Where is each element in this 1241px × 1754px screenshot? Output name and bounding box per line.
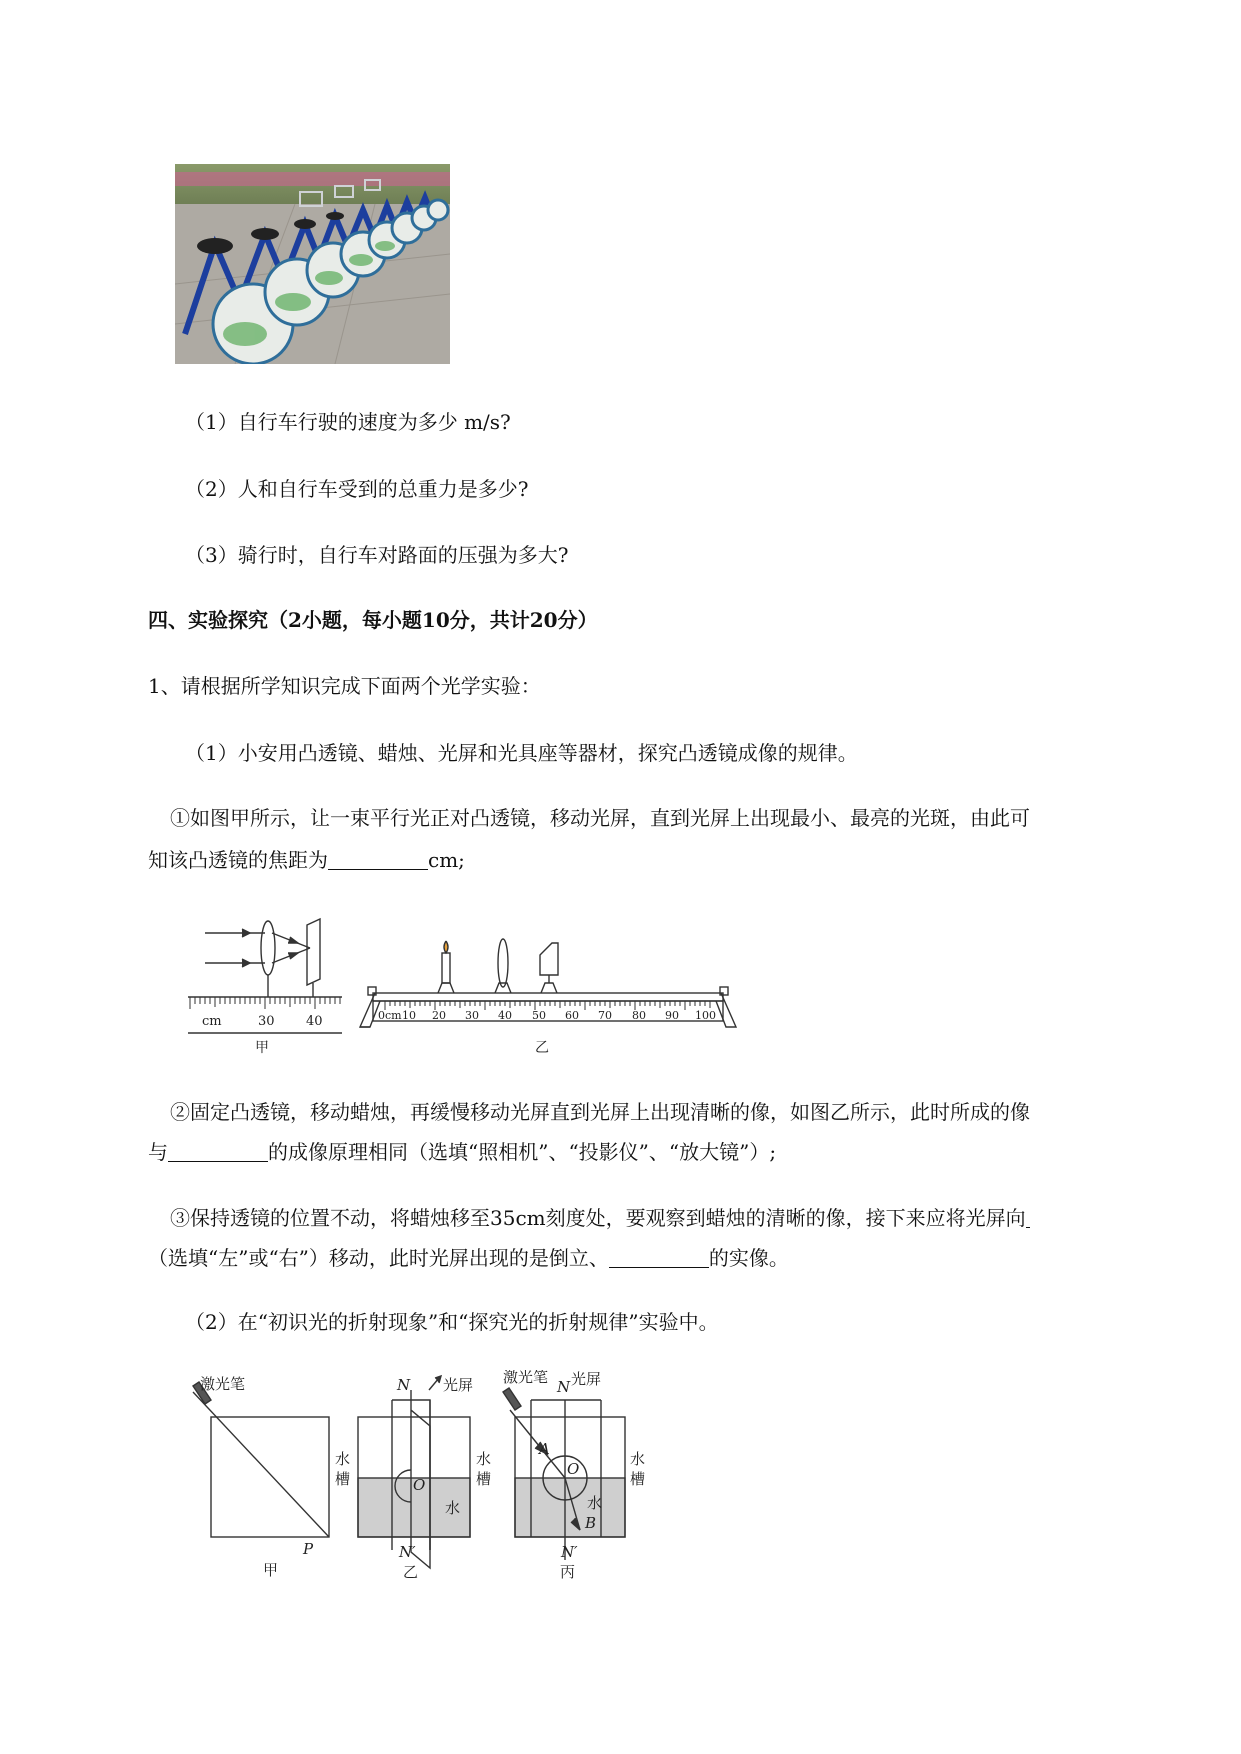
item-2-line-1: ②固定凸透镜，移动蜡烛，再缓慢移动光屏直到光屏上出现清晰的像，如图乙所示，此时所成的像 xyxy=(170,1100,1030,1124)
answer-blank-image-size[interactable] xyxy=(609,1247,709,1268)
label-laser-pen-jia: 激光笔 xyxy=(200,1375,246,1393)
item-3-text-post: 的实像。 xyxy=(708,1246,789,1270)
bench-tick-90: 90 xyxy=(665,1009,679,1022)
item-3-text: ③保持透镜的位置不动，将蜡烛移至35cm刻度处，要观察到蜡烛的清晰的像，接下来应将光屏向 xyxy=(170,1206,1026,1230)
caption-refraction-jia: 甲 xyxy=(263,1561,279,1579)
problem-1-intro: 1、请根据所学知识完成下面两个光学实验： xyxy=(148,674,541,698)
caption-jia: 甲 xyxy=(255,1040,269,1056)
question-3: （3）骑行时，自行车对路面的压强为多大? xyxy=(185,543,569,567)
tick-label-40: 40 xyxy=(306,1014,323,1029)
label-o-yi: O xyxy=(413,1476,426,1494)
caption-yi: 乙 xyxy=(535,1040,549,1056)
answer-blank-imaging-device[interactable] xyxy=(168,1141,268,1162)
question-2: （2）人和自行车受到的总重力是多少? xyxy=(185,477,529,501)
item-1-text-post: cm; xyxy=(428,848,465,872)
item-2-text-pre: 与 xyxy=(148,1140,168,1164)
part-2-intro: （2）在“初识光的折射现象”和“探究光的折射规律”实验中。 xyxy=(185,1310,719,1334)
item-2-line-2 xyxy=(148,1138,776,1166)
item-2-text-post: 的成像原理相同（选填“照相机”、“投影仪”、“放大镜”）; xyxy=(268,1140,777,1164)
answer-blank-focal-length[interactable] xyxy=(328,849,428,870)
lens-figure xyxy=(180,915,780,1060)
item-3-text-pre: （选填“左”或“右”）移动，此时光屏出现的是倒立、 xyxy=(148,1246,609,1270)
bench-tick-60: 60 xyxy=(565,1009,579,1022)
label-tank-jia-1: 水 xyxy=(335,1450,351,1468)
label-n-bing: N xyxy=(557,1378,571,1396)
label-water-bing: 水 xyxy=(587,1494,603,1512)
label-n-yi: N xyxy=(397,1376,411,1394)
label-laser-pen-bing: 激光笔 xyxy=(503,1370,549,1386)
bench-tick-100: 100 xyxy=(695,1009,716,1022)
bench-tick-10: 10 xyxy=(402,1009,416,1022)
label-tank-bing-1: 水 xyxy=(630,1450,646,1468)
convex-lens-jia xyxy=(261,921,275,975)
label-o-bing: O xyxy=(567,1460,580,1478)
label-a-bing: A xyxy=(539,1440,550,1458)
bench-tick-40: 40 xyxy=(498,1009,512,1022)
bench-tick-0: 0cm xyxy=(378,1009,402,1022)
label-b-bing: B xyxy=(585,1514,597,1532)
label-screen-yi: 光屏 xyxy=(443,1376,474,1394)
tick-label-30: 30 xyxy=(258,1014,275,1029)
bench-tick-70: 70 xyxy=(598,1009,612,1022)
label-tank-bing-2: 槽 xyxy=(630,1470,646,1488)
bench-tick-30: 30 xyxy=(465,1009,479,1022)
refraction-figure xyxy=(185,1370,665,1580)
section-heading: 四、实验探究（2小题，每小题10分，共计20分） xyxy=(148,608,598,632)
bicycle-photo xyxy=(175,164,450,364)
bench-tick-50: 50 xyxy=(532,1009,546,1022)
ruler-ticks-jia xyxy=(190,997,340,1009)
question-1: （1）自行车行驶的速度为多少 m/s? xyxy=(185,410,511,434)
part-1-intro: （1）小安用凸透镜、蜡烛、光屏和光具座等器材，探究凸透镜成像的规律。 xyxy=(185,741,858,765)
caption-refraction-yi: 乙 xyxy=(403,1563,419,1580)
label-water-yi: 水 xyxy=(445,1499,461,1517)
bench-tick-20: 20 xyxy=(432,1009,446,1022)
answer-blank-direction[interactable] xyxy=(1026,1207,1030,1228)
label-tank-yi-1: 水 xyxy=(476,1450,492,1468)
item-1-line-2 xyxy=(148,846,465,874)
screen-yi xyxy=(540,943,558,975)
candle xyxy=(442,953,450,983)
label-tank-jia-2: 槽 xyxy=(335,1470,351,1488)
label-tank-yi-2: 槽 xyxy=(476,1470,492,1488)
bench-tick-80: 80 xyxy=(632,1009,646,1022)
item-3-line-1 xyxy=(170,1204,1030,1232)
item-3-line-2 xyxy=(148,1244,789,1272)
convex-lens-yi xyxy=(498,939,508,987)
label-n-prime-yi: N′ xyxy=(399,1543,416,1561)
caption-refraction-bing: 丙 xyxy=(560,1563,576,1580)
optical-bench xyxy=(373,993,723,1001)
item-1-text-pre: 知该凸透镜的焦距为 xyxy=(148,848,328,872)
screen-jia xyxy=(307,919,320,985)
label-n-prime-bing: N′ xyxy=(561,1543,578,1561)
tick-label-cm: cm xyxy=(202,1014,222,1029)
label-point-p: P xyxy=(303,1540,314,1558)
label-screen-bing: 光屏 xyxy=(571,1370,602,1388)
laser-beam-jia xyxy=(193,1392,329,1537)
item-1-line-1: ①如图甲所示，让一束平行光正对凸透镜，移动光屏，直到光屏上出现最小、最亮的光斑，由此可 xyxy=(170,806,1030,830)
laser-beam-bing xyxy=(510,1410,565,1478)
